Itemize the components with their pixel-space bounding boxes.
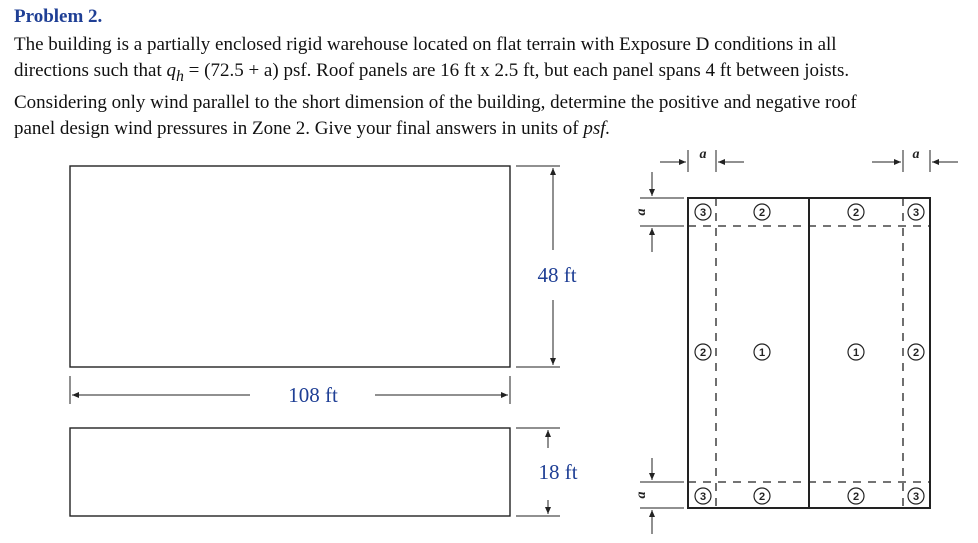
svg-text:2: 2	[758, 207, 766, 219]
svg-text:3: 3	[699, 491, 707, 503]
svg-text:2: 2	[852, 207, 860, 219]
zone-marker-2-top-left	[754, 204, 770, 220]
roof-zone-diagram	[634, 147, 958, 534]
width-dim-label: 48 ft	[537, 263, 577, 287]
problem-title: Problem 2.	[14, 6, 103, 27]
elevation-outline	[70, 428, 510, 516]
svg-text:2: 2	[758, 491, 766, 503]
zone-marker-1-right	[848, 344, 864, 360]
zone-marker-2-mid-left	[695, 344, 711, 360]
zone-marker-2-top-right	[848, 204, 864, 220]
a-label-left-bottom: a	[634, 491, 649, 499]
psf-unit: psf.	[583, 117, 611, 139]
a-label-left-top: a	[634, 208, 649, 216]
zone-marker-2-mid-right	[908, 344, 924, 360]
line2-prefix: directions such that	[14, 60, 167, 81]
qh-expression: = (72.5 + a) psf.	[183, 60, 312, 81]
line2-suffix: Roof panels are 16 ft x 2.5 ft, but each panel spans 4 ft between joists.	[311, 60, 850, 81]
qh-q: q	[166, 60, 176, 81]
height-dim-label: 18 ft	[538, 460, 578, 484]
svg-text:2: 2	[912, 347, 920, 359]
problem-line-1: The building is a partially enclosed rigid warehouse located on flat terrain with Exposure D conditions in all	[14, 34, 837, 55]
length-dim-label: 108 ft	[288, 383, 338, 407]
zone-marker-3-bottom-left	[695, 488, 711, 504]
svg-text:2: 2	[852, 491, 860, 503]
a-label-top-left: a	[699, 147, 707, 162]
zone-marker-3-bottom-right	[908, 488, 924, 504]
elevation-view	[70, 428, 578, 516]
zone-marker-3-top-left	[695, 204, 711, 220]
svg-text:3: 3	[699, 207, 707, 219]
svg-text:1: 1	[852, 347, 860, 359]
a-label-top-right: a	[912, 147, 920, 162]
svg-text:3: 3	[912, 491, 920, 503]
plan-outline	[70, 166, 510, 367]
svg-text:2: 2	[699, 347, 707, 359]
svg-text:1: 1	[758, 347, 766, 359]
zone-marker-3-top-right	[908, 204, 924, 220]
zone-marker-2-bottom-left	[754, 488, 770, 504]
qh-subscript: h	[176, 67, 184, 85]
line4-prefix: panel design wind pressures in Zone 2. Give your final answers in units of	[14, 117, 584, 139]
plan-view	[70, 166, 577, 407]
svg-text:3: 3	[912, 207, 920, 219]
zone-marker-2-bottom-right	[848, 488, 864, 504]
zone-marker-1-left	[754, 344, 770, 360]
problem-line-3: Considering only wind parallel to the short dimension of the building, determine the positive and negative roof	[14, 91, 857, 113]
